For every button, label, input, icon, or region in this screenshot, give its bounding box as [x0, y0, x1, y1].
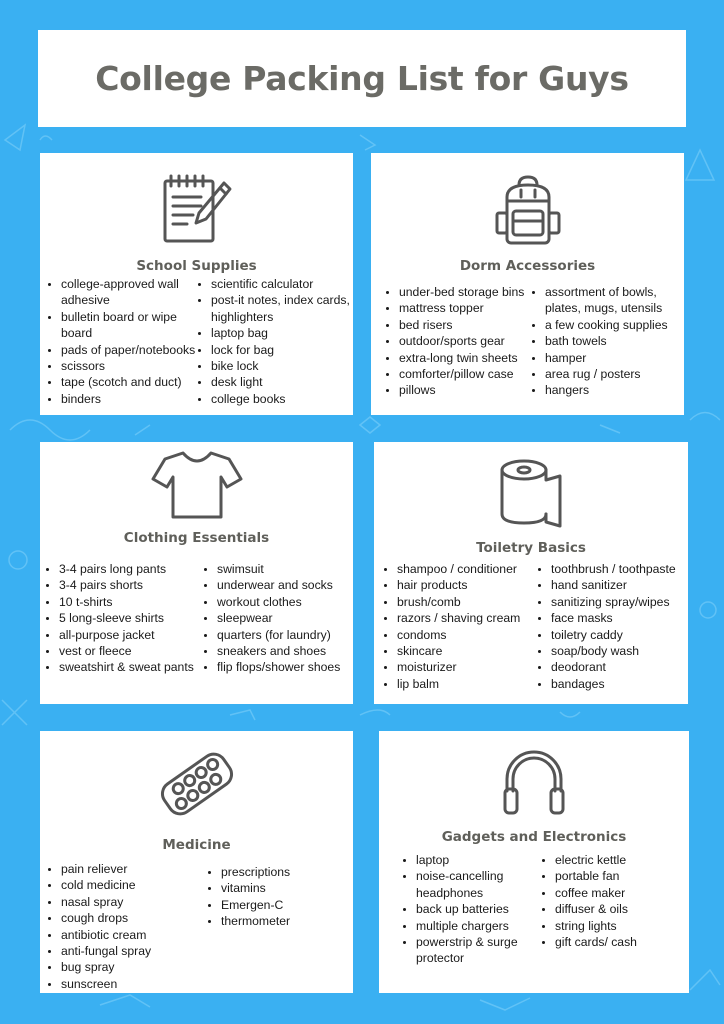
section-heading-school-supplies: School Supplies — [136, 258, 257, 274]
card-toiletry-basics — [374, 442, 688, 704]
list-item: • cough drops — [61, 910, 221, 926]
pill-pack-icon — [40, 749, 353, 819]
toiletry-basics-list-1 — [382, 561, 555, 692]
list-item: • bike lock — [211, 358, 356, 374]
list-item: • face masks — [551, 610, 701, 626]
medicine-list-1 — [46, 861, 221, 992]
list-item: • area rug / posters — [545, 366, 685, 382]
medicine-list-2 — [206, 864, 361, 930]
card-dorm-accessories — [371, 153, 684, 415]
list-item: • mattress topper — [399, 300, 545, 316]
school-supplies-list-1 — [46, 276, 211, 407]
list-item: • condoms — [397, 627, 555, 643]
card-clothing-essentials — [40, 442, 353, 704]
list-item: • 3-4 pairs long pants — [59, 561, 219, 577]
list-item: • bug spray — [61, 959, 221, 975]
section-heading-clothing-essentials: Clothing Essentials — [123, 530, 270, 546]
list-item: • sunscreen — [61, 976, 221, 992]
list-item: • bath towels — [545, 333, 685, 349]
list-item: • college books — [211, 391, 356, 407]
section-heading-gadgets-electronics: Gadgets and Electronics — [441, 829, 627, 845]
clipboard-pencil-icon — [40, 173, 353, 247]
list-item: • antibiotic cream — [61, 927, 221, 943]
list-item: • coffee maker — [555, 885, 695, 901]
list-item: • Emergen-C — [221, 897, 361, 913]
section-heading-toiletry-basics: Toiletry Basics — [476, 540, 586, 556]
list-item: • bulletin board or wipe board — [61, 309, 211, 342]
list-item: • cold medicine — [61, 877, 221, 893]
toiletry-basics-list-2 — [536, 561, 701, 692]
list-item: • thermometer — [221, 913, 361, 929]
list-item: • brush/comb — [397, 594, 555, 610]
list-item: • laptop bag — [211, 325, 356, 341]
list-item: • vest or fleece — [59, 643, 219, 659]
list-item: • all-purpose jacket — [59, 627, 219, 643]
list-item: • soap/body wash — [551, 643, 701, 659]
list-item: • hamper — [545, 350, 685, 366]
list-item: • 5 long-sleeve shirts — [59, 610, 219, 626]
list-item: • deodorant — [551, 659, 701, 675]
list-item: • anti-fungal spray — [61, 943, 221, 959]
list-item: • hangers — [545, 382, 685, 398]
list-item: • prescriptions — [221, 864, 361, 880]
list-item: • workout clothes — [217, 594, 367, 610]
list-item: • sweatshirt & sweat pants — [59, 659, 219, 675]
list-item: • toiletry caddy — [551, 627, 701, 643]
list-item: • swimsuit — [217, 561, 367, 577]
list-item: • extra-long twin sheets — [399, 350, 545, 366]
toilet-paper-icon — [374, 458, 688, 530]
gadgets-electronics-list-2 — [540, 852, 695, 950]
list-item: • quarters (for laundry) — [217, 627, 367, 643]
list-item: • hand sanitizer — [551, 577, 701, 593]
dorm-accessories-list-1 — [384, 284, 545, 399]
list-item: • lip balm — [397, 676, 555, 692]
list-item: • bed risers — [399, 317, 545, 333]
list-item: • pillows — [399, 382, 545, 398]
gadgets-electronics-list-1 — [401, 852, 556, 967]
list-item: • portable fan — [555, 868, 695, 884]
title-banner — [38, 30, 686, 127]
list-item: • shampoo / conditioner — [397, 561, 555, 577]
school-supplies-list-2 — [196, 276, 356, 407]
list-item: • sneakers and shoes — [217, 643, 367, 659]
list-item: • pain reliever — [61, 861, 221, 877]
list-item: • desk light — [211, 374, 356, 390]
list-item: • razors / shaving cream — [397, 610, 555, 626]
list-item: • college-approved wall adhesive — [61, 276, 211, 309]
list-item: • hair products — [397, 577, 555, 593]
list-item: • flip flops/shower shoes — [217, 659, 367, 675]
list-item: • back up batteries — [416, 901, 556, 917]
list-item: • nasal spray — [61, 894, 221, 910]
list-item: • skincare — [397, 643, 555, 659]
card-medicine — [40, 731, 353, 993]
card-school-supplies — [40, 153, 353, 415]
list-item: • assortment of bowls, plates, mugs, utensils — [545, 284, 685, 317]
list-item: • moisturizer — [397, 659, 555, 675]
clothing-essentials-list-2 — [202, 561, 367, 676]
headphones-icon — [379, 747, 689, 817]
list-item: • diffuser & oils — [555, 901, 695, 917]
list-item: • 3-4 pairs shorts — [59, 577, 219, 593]
list-item: • vitamins — [221, 880, 361, 896]
list-item: • gift cards/ cash — [555, 934, 695, 950]
list-item: • multiple chargers — [416, 918, 556, 934]
list-item: • electric kettle — [555, 852, 695, 868]
list-item: • a few cooking supplies — [545, 317, 685, 333]
page-title: College Packing List for Guys — [95, 59, 629, 98]
list-item: • binders — [61, 391, 211, 407]
list-item: • underwear and socks — [217, 577, 367, 593]
list-item: • string lights — [555, 918, 695, 934]
list-item: • sleepwear — [217, 610, 367, 626]
clothing-essentials-list-1 — [44, 561, 219, 676]
list-item: • under-bed storage bins — [399, 284, 545, 300]
list-item: • powerstrip & surge protector — [416, 934, 556, 967]
section-heading-dorm-accessories: Dorm Accessories — [459, 258, 596, 274]
list-item: • comforter/pillow case — [399, 366, 545, 382]
list-item: • outdoor/sports gear — [399, 333, 545, 349]
list-item: • noise-cancelling headphones — [416, 868, 556, 901]
card-gadgets-electronics — [379, 731, 689, 993]
list-item: • lock for bag — [211, 342, 356, 358]
dorm-accessories-list-2 — [530, 284, 685, 399]
list-item: • scissors — [61, 358, 211, 374]
list-item: • toothbrush / toothpaste — [551, 561, 701, 577]
tshirt-icon — [40, 450, 353, 520]
list-item: • post-it notes, index cards, highlighters — [211, 292, 356, 325]
list-item: • sanitizing spray/wipes — [551, 594, 701, 610]
list-item: • pads of paper/notebooks — [61, 342, 211, 358]
backpack-icon — [371, 175, 684, 247]
list-item: • scientific calculator — [211, 276, 356, 292]
list-item: • laptop — [416, 852, 556, 868]
list-item: • tape (scotch and duct) — [61, 374, 211, 390]
list-item: • 10 t-shirts — [59, 594, 219, 610]
list-item: • bandages — [551, 676, 701, 692]
section-heading-medicine: Medicine — [162, 837, 231, 853]
